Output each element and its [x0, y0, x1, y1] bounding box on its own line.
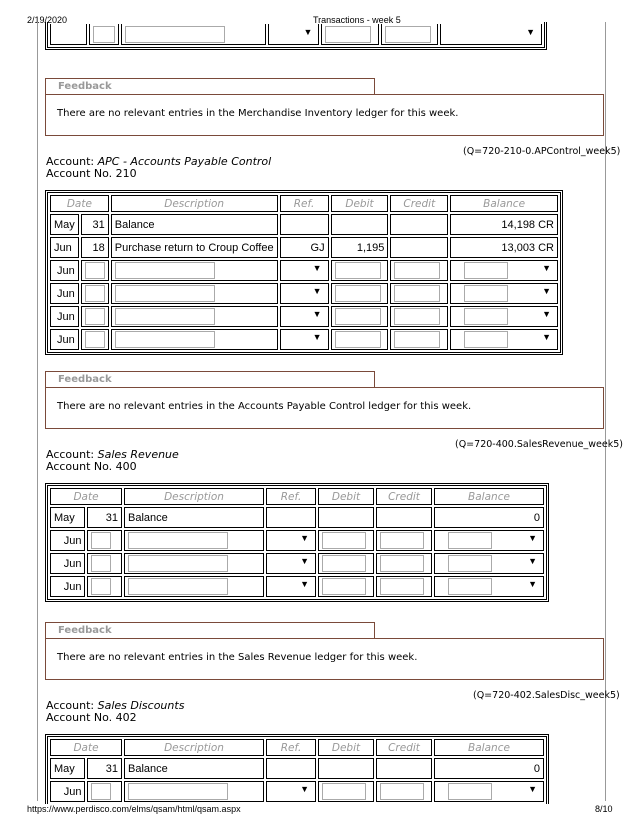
balance-select[interactable]	[438, 555, 540, 572]
balance-select[interactable]	[454, 331, 554, 348]
ledger-sales-discounts	[45, 734, 549, 804]
chevron-down-icon: ▼	[528, 533, 537, 543]
table-row: Jun 18 Purchase return to Croup Coffee GJ 1,195 13,003 CR	[50, 237, 558, 258]
account-title: Account: Sales Discounts	[46, 699, 185, 712]
day-input[interactable]	[91, 783, 111, 800]
header-row: Date Description Ref. Debit Credit Balance	[50, 739, 544, 756]
chevron-down-icon: ▼	[300, 579, 309, 589]
input-row: Jun ▼ ▼	[50, 530, 544, 551]
prev-ledger-strip	[45, 22, 547, 50]
balance-select[interactable]	[444, 26, 538, 43]
chevron-down-icon: ▼	[303, 26, 313, 37]
day-input[interactable]	[93, 26, 115, 43]
chevron-down-icon: ▼	[300, 784, 309, 794]
ref-select[interactable]	[272, 26, 315, 43]
feedback-tab: Feedback	[45, 78, 375, 95]
chevron-down-icon: ▼	[542, 332, 551, 342]
feedback-text: There are no relevant entries in the Accounts Payable Control ledger for this week.	[57, 401, 472, 412]
chevron-down-icon: ▼	[312, 332, 322, 342]
account-title: Account: Sales Revenue	[46, 448, 179, 461]
account-number: Account No. 402	[46, 711, 137, 724]
print-url: https://www.perdisco.com/elms/qsam/html/qsam.aspx	[27, 804, 241, 814]
table-row: May 31 Balance 0	[50, 758, 544, 779]
feedback-tab: Feedback	[45, 371, 375, 388]
description-input[interactable]	[125, 26, 225, 43]
balance-select[interactable]	[454, 262, 554, 279]
balance-select[interactable]	[438, 578, 540, 595]
credit-input[interactable]	[394, 262, 440, 279]
header-row: Date Description Ref. Debit Credit Balance	[50, 195, 558, 212]
credit-input[interactable]	[385, 26, 431, 43]
day-input[interactable]	[85, 262, 105, 279]
feedback-box	[45, 94, 604, 136]
print-date: 2/19/2020	[27, 15, 68, 25]
balance-select[interactable]	[454, 285, 554, 302]
table-row	[50, 24, 542, 45]
ref-select[interactable]	[270, 783, 312, 800]
input-row: Jun ▼ ▼	[50, 283, 558, 304]
debit-input[interactable]	[335, 308, 381, 325]
ref-select[interactable]	[284, 285, 325, 302]
day-input[interactable]	[85, 308, 105, 325]
ref-select[interactable]	[284, 308, 325, 325]
day-input[interactable]	[85, 285, 105, 302]
account-number: Account No. 210	[46, 167, 137, 180]
debit-input[interactable]	[325, 26, 371, 43]
ref-select[interactable]	[270, 578, 312, 595]
feedback-tab: Feedback	[45, 622, 375, 639]
chevron-down-icon: ▼	[312, 286, 322, 296]
balance-select[interactable]	[438, 532, 540, 549]
balance-select[interactable]	[438, 783, 540, 800]
description-input[interactable]	[115, 262, 215, 279]
description-input[interactable]	[128, 783, 228, 800]
ref-select[interactable]	[284, 262, 325, 279]
balance-input[interactable]	[464, 308, 508, 325]
description-input[interactable]	[115, 308, 215, 325]
credit-input[interactable]	[380, 578, 424, 595]
credit-input[interactable]	[380, 783, 424, 800]
ledger-sales-revenue	[45, 483, 549, 602]
chevron-down-icon: ▼	[300, 533, 309, 543]
feedback-box	[45, 387, 604, 429]
print-page-number: 8/10	[595, 804, 613, 814]
chevron-down-icon: ▼	[528, 556, 537, 566]
chevron-down-icon: ▼	[542, 309, 551, 319]
table-row: May 31 Balance 14,198 CR	[50, 214, 558, 235]
input-row: Jun ▼ ▼	[50, 781, 544, 802]
ref-select[interactable]	[270, 555, 312, 572]
debit-input[interactable]	[322, 578, 366, 595]
balance-input[interactable]	[448, 532, 492, 549]
chevron-down-icon: ▼	[542, 263, 551, 273]
day-input[interactable]	[91, 532, 111, 549]
ref-select[interactable]	[284, 331, 325, 348]
description-input[interactable]	[128, 578, 228, 595]
question-id: (Q=720-400.SalesRevenue_week5)	[455, 439, 623, 450]
feedback-text: There are no relevant entries in the Sales Revenue ledger for this week.	[57, 652, 418, 663]
debit-input[interactable]	[322, 532, 366, 549]
table-row: May 31 Balance 0	[50, 507, 544, 528]
balance-input[interactable]	[448, 783, 492, 800]
ref-select[interactable]	[270, 532, 312, 549]
debit-input[interactable]	[322, 555, 366, 572]
description-input[interactable]	[115, 285, 215, 302]
ledger-apc	[45, 190, 563, 355]
credit-input[interactable]	[394, 285, 440, 302]
credit-input[interactable]	[380, 532, 424, 549]
credit-input[interactable]	[380, 555, 424, 572]
account-title: Account: APC - Accounts Payable Control	[46, 155, 272, 168]
chevron-down-icon: ▼	[312, 309, 322, 319]
debit-input[interactable]	[322, 783, 366, 800]
input-row: Jun ▼ ▼	[50, 306, 558, 327]
chevron-down-icon: ▼	[542, 286, 551, 296]
day-input[interactable]	[91, 578, 111, 595]
account-number: Account No. 400	[46, 460, 137, 473]
description-input[interactable]	[128, 555, 228, 572]
print-title: Transactions - week 5	[313, 15, 401, 25]
input-row: Jun ▼ ▼	[50, 329, 558, 350]
balance-input[interactable]	[464, 262, 508, 279]
day-input[interactable]	[91, 555, 111, 572]
chevron-down-icon: ▼	[526, 26, 535, 37]
question-id: (Q=720-402.SalesDisc_week5)	[473, 690, 620, 701]
day-input[interactable]	[85, 331, 105, 348]
debit-input[interactable]	[335, 285, 381, 302]
input-row: Jun ▼ ▼	[50, 553, 544, 574]
balance-select[interactable]	[454, 308, 554, 325]
input-row: Jun ▼ ▼	[50, 260, 558, 281]
credit-input[interactable]	[394, 331, 440, 348]
balance-input[interactable]	[448, 578, 492, 595]
balance-input[interactable]	[448, 555, 492, 572]
feedback-box	[45, 638, 604, 680]
chevron-down-icon: ▼	[528, 579, 537, 589]
debit-input[interactable]	[335, 262, 381, 279]
input-row: Jun ▼ ▼	[50, 576, 544, 597]
question-id: (Q=720-210-0.APControl_week5)	[463, 146, 621, 157]
feedback-text: There are no relevant entries in the Merchandise Inventory ledger for this week.	[57, 108, 459, 119]
balance-input[interactable]	[464, 285, 508, 302]
description-input[interactable]	[115, 331, 215, 348]
credit-input[interactable]	[394, 308, 440, 325]
chevron-down-icon: ▼	[528, 784, 537, 794]
description-input[interactable]	[128, 532, 228, 549]
balance-input[interactable]	[464, 331, 508, 348]
debit-input[interactable]	[335, 331, 381, 348]
chevron-down-icon: ▼	[312, 263, 322, 273]
header-row: Date Description Ref. Debit Credit Balance	[50, 488, 544, 505]
chevron-down-icon: ▼	[300, 556, 309, 566]
